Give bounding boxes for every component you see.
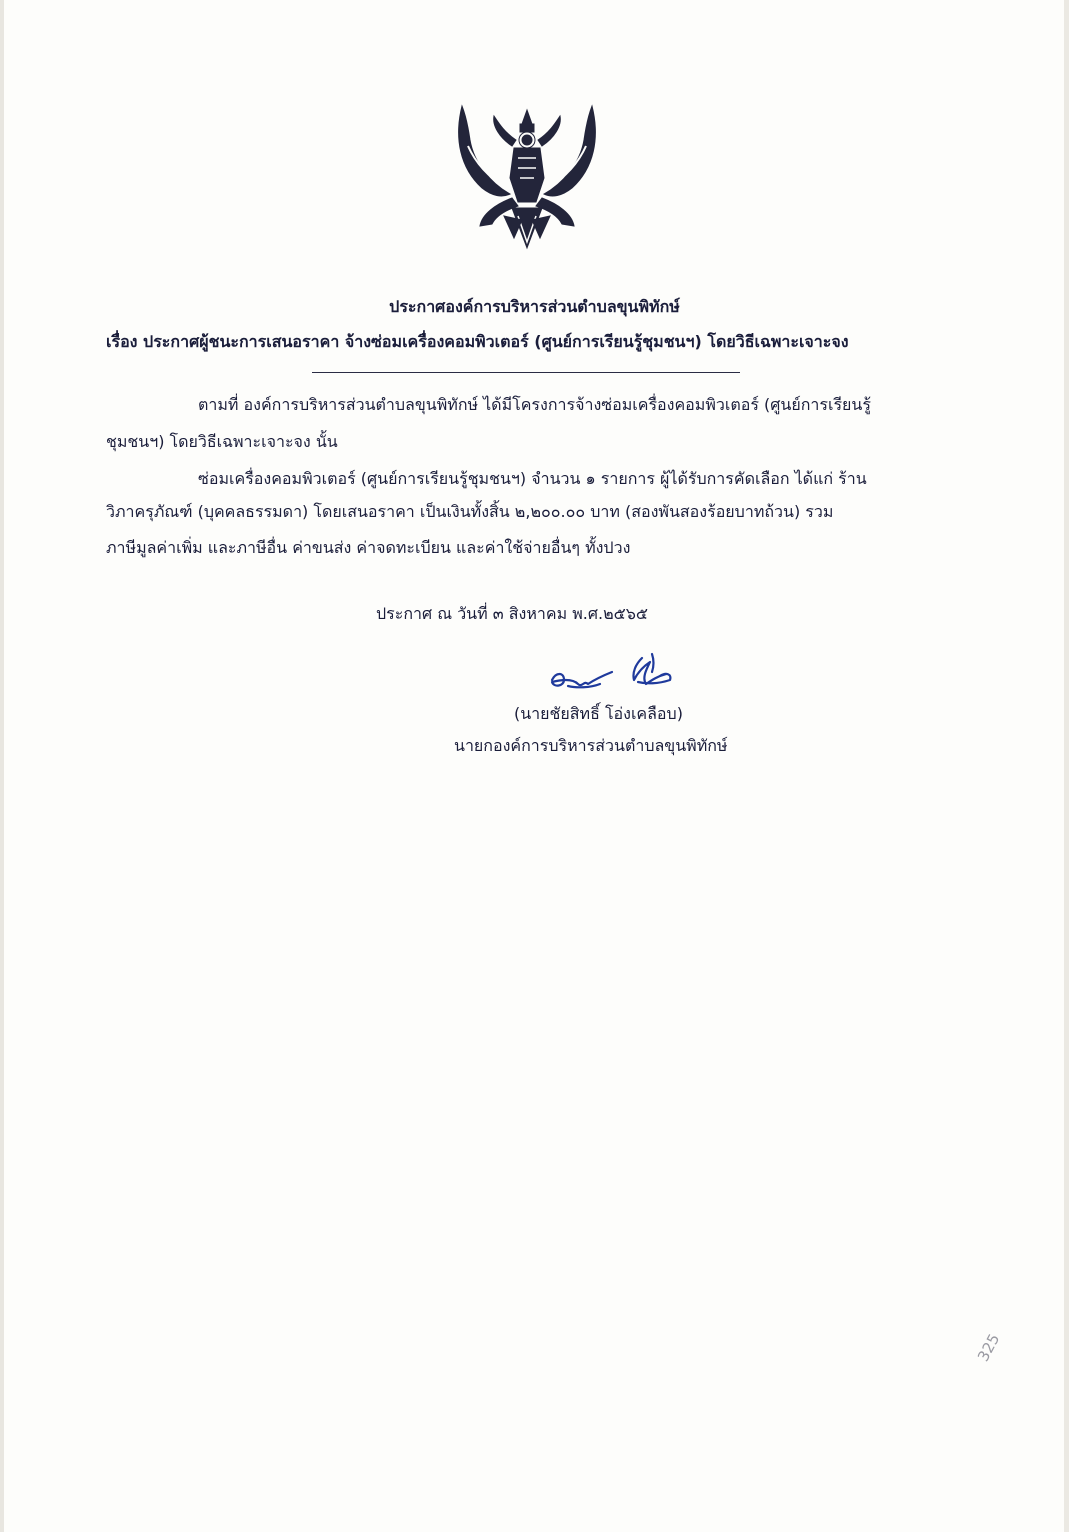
- body-line: ตามที่ องค์การบริหารส่วนตำบลขุนพิทักษ์ ได้มีโครงการจ้างซ่อมเครื่องคอมพิวเตอร์ (ศูนย์การเรียนรู้: [198, 395, 871, 414]
- announcement-date: ประกาศ ณ วันที่ ๓ สิงหาคม พ.ศ.๒๕๖๕: [376, 604, 649, 623]
- signer-position: นายกองค์การบริหารส่วนตำบลขุนพิทักษ์: [454, 736, 728, 755]
- garuda-emblem-icon: [452, 98, 602, 258]
- document-title: ประกาศองค์การบริหารส่วนตำบลขุนพิทักษ์: [389, 297, 680, 316]
- paper-edge-left: [0, 0, 4, 1532]
- body-line: ภาษีมูลค่าเพิ่ม และภาษีอื่น ค่าขนส่ง ค่าจดทะเบียน และค่าใช้จ่ายอื่นๆ ทั้งปวง: [106, 538, 631, 557]
- body-line: ชุมชนฯ) โดยวิธีเฉพาะเจาะจง นั้น: [106, 432, 338, 451]
- signer-name: (นายชัยสิทธิ์ โอ่งเคลือบ): [514, 704, 683, 723]
- body-line: วิภาครุภัณฑ์ (บุคคลธรรมดา) โดยเสนอราคา เป็นเงินทั้งสิ้น ๒,๒๐๐.๐๐ บาท (สองพันสองร้อยบาทถ้วน) รวม: [106, 502, 834, 521]
- body-line: ซ่อมเครื่องคอมพิวเตอร์ (ศูนย์การเรียนรู้ชุมชนฯ) จำนวน ๑ รายการ ผู้ได้รับการคัดเลือก ได้แก่ ร้าน: [198, 469, 867, 488]
- document-subject: เรื่อง ประกาศผู้ชนะการเสนอราคา จ้างซ่อมเครื่องคอมพิวเตอร์ (ศูนย์การเรียนรู้ชุมชนฯ) โดยวิธีเฉพาะเจาะจง: [106, 332, 849, 351]
- title-divider: [312, 372, 740, 373]
- page-number-mark: 325: [974, 1330, 1004, 1365]
- paper-edge-right: [1064, 0, 1069, 1532]
- handwritten-signature: [542, 650, 692, 698]
